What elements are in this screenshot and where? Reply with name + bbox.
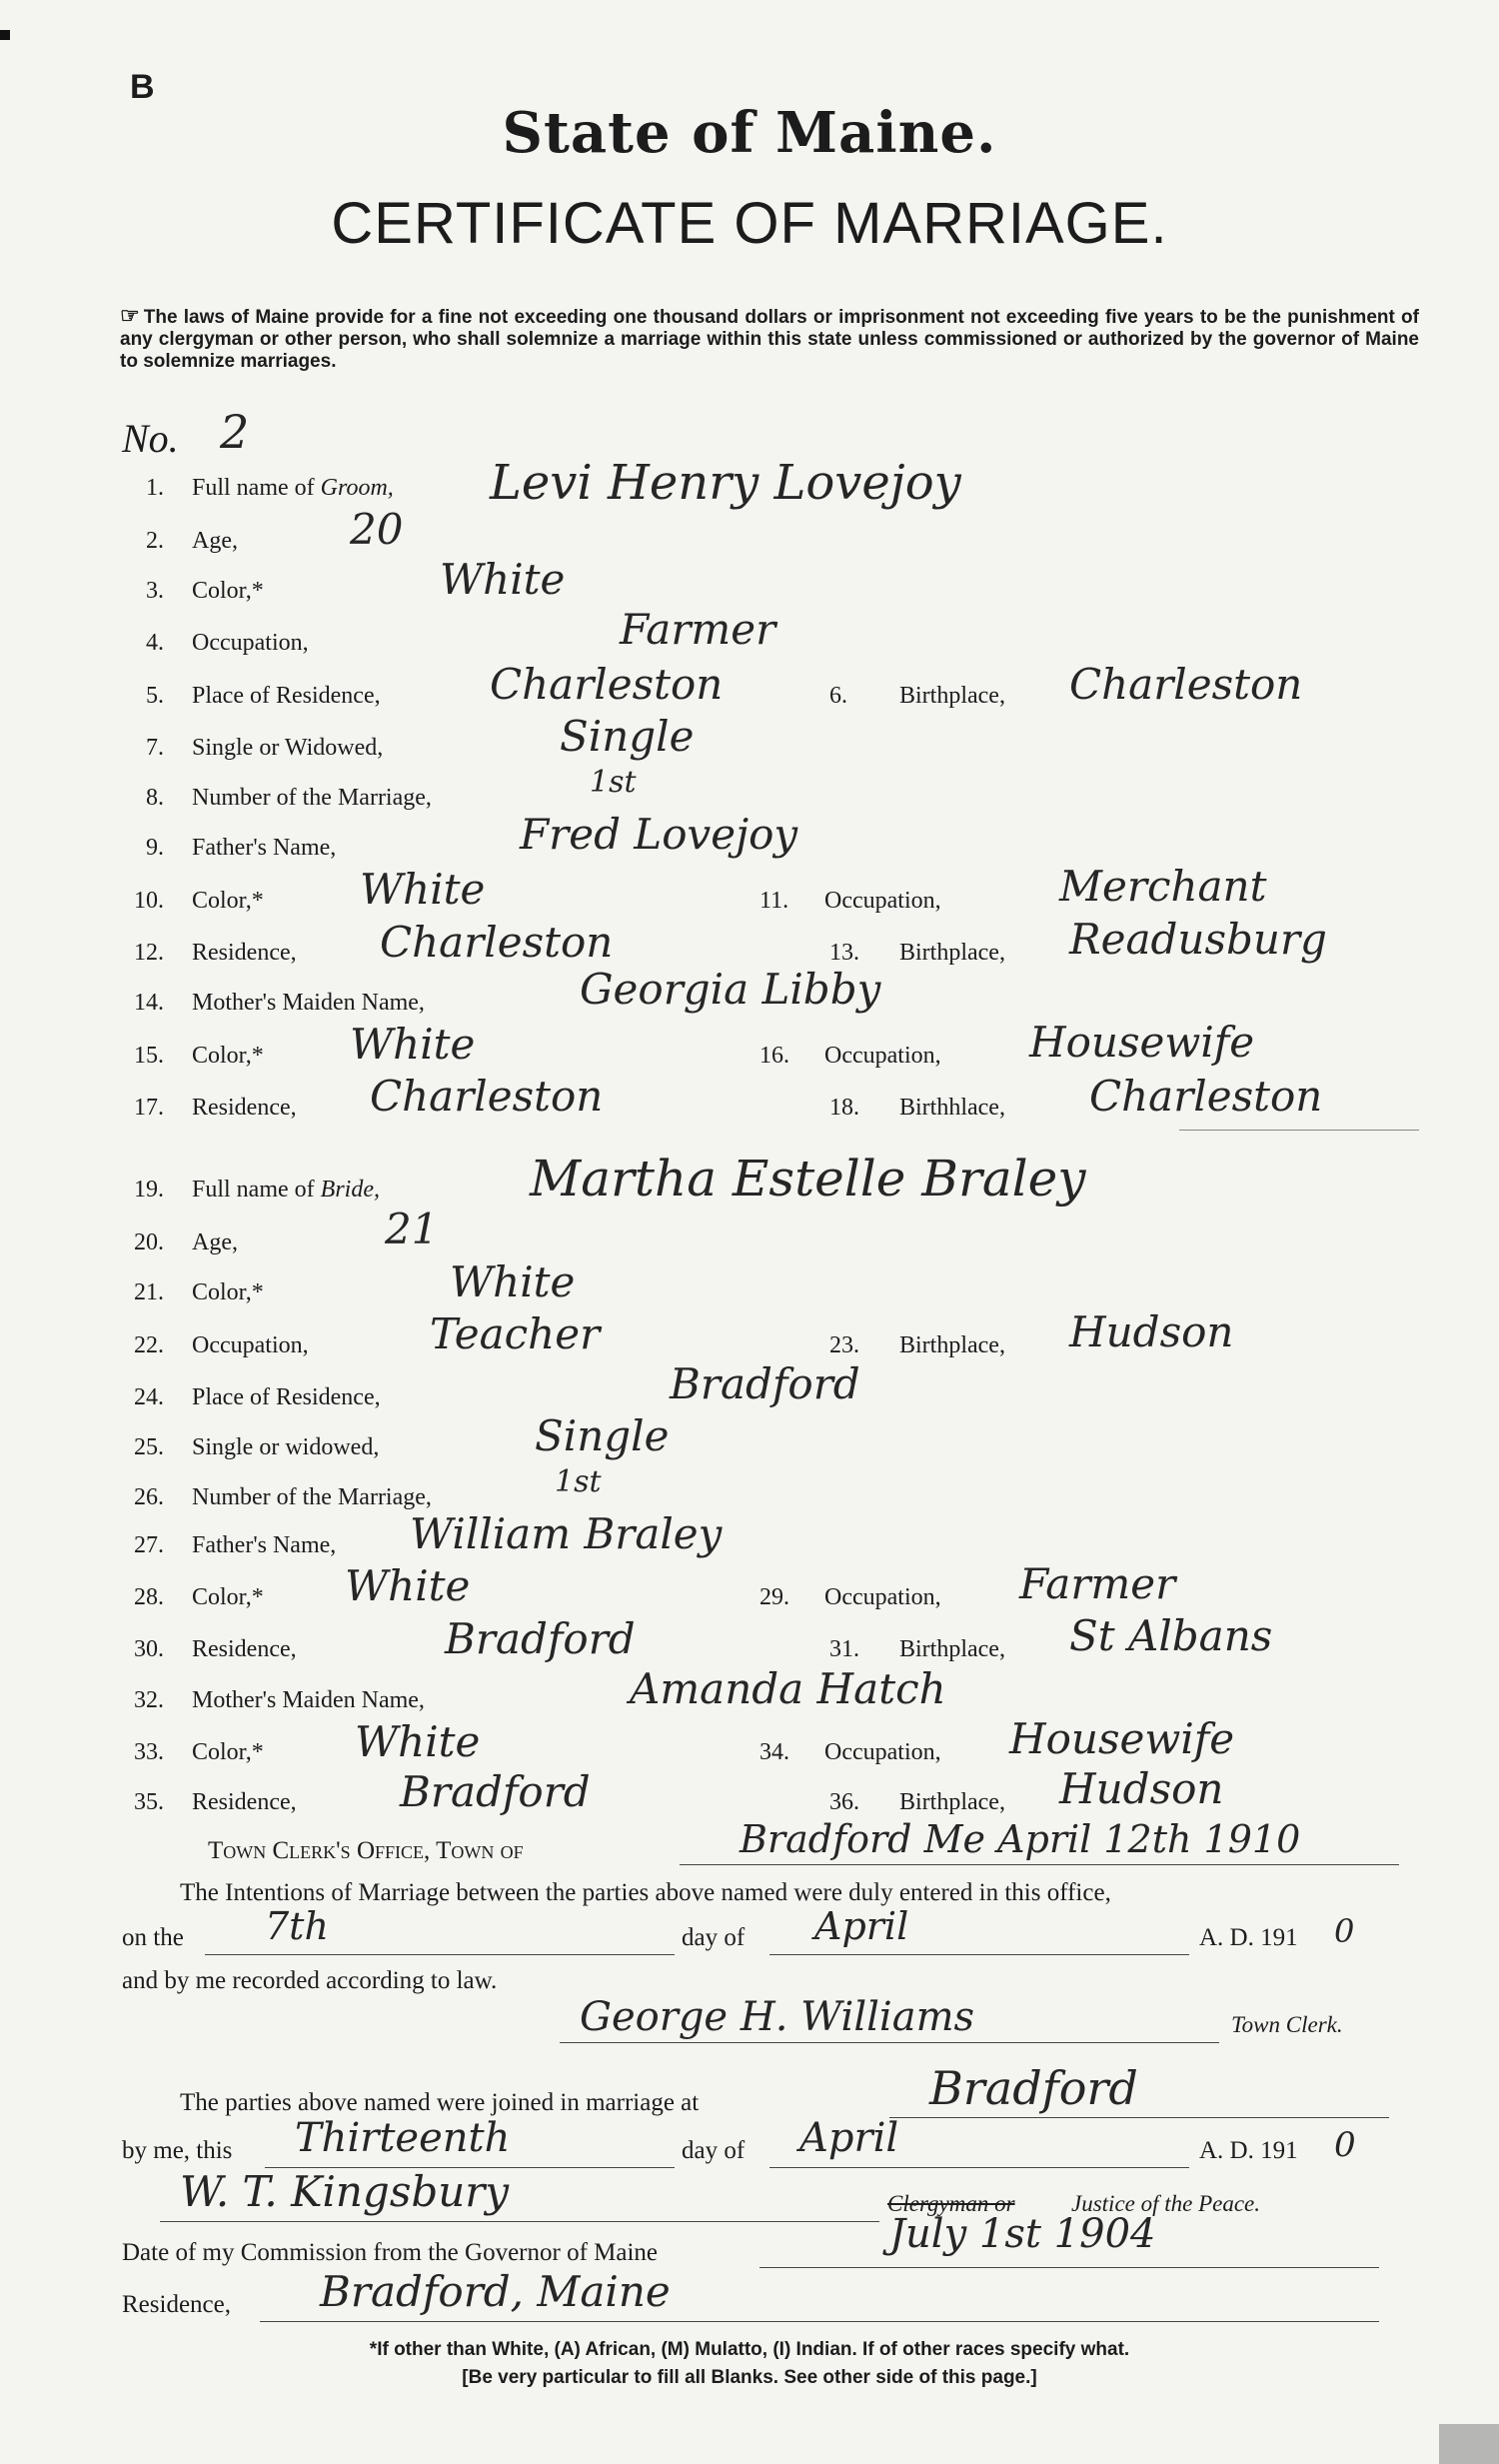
line-number: 28. [134, 1584, 164, 1610]
ad-label: A. D. 191 [1199, 1924, 1298, 1951]
bride-age-label: Age, [192, 1230, 238, 1255]
line-number: 16. [759, 1043, 789, 1069]
signature-line [560, 2042, 1219, 2043]
groom-full-name: Levi Henry Lovejoy [490, 455, 961, 511]
full-name-of-text: Full name of [192, 475, 315, 501]
town-clerk-office-label: Town Clerk's Office, Town of [208, 1837, 524, 1864]
groom-mother-birthplace: Charleston [1089, 1072, 1323, 1121]
on-the-label: on the [122, 1924, 184, 1951]
bride-occupation: Teacher [430, 1309, 601, 1358]
line-number: 10. [134, 888, 164, 914]
state-title: State of Maine. [502, 100, 997, 166]
line-number: 21. [134, 1279, 164, 1305]
officiant-residence: Bradford, Maine [320, 2267, 671, 2316]
underline [759, 2267, 1379, 2268]
bride-father-name-label: Father's Name, [192, 1532, 337, 1558]
bride-father-birthplace-label: Birthplace, [899, 1636, 1005, 1662]
bride-birthplace: Hudson [1069, 1307, 1234, 1356]
bride-mother-birthplace: Hudson [1059, 1764, 1224, 1813]
underline [680, 1864, 1399, 1865]
line-number: 12. [134, 940, 164, 966]
bride-father-residence-label: Residence, [192, 1636, 297, 1662]
bride-mother-color-label: Color,* [192, 1739, 264, 1765]
groom-father-name-label: Father's Name, [192, 835, 337, 861]
form-letter: B [130, 68, 155, 106]
bride-mother-occupation-label: Occupation, [824, 1739, 941, 1765]
scan-edge [1439, 2424, 1499, 2464]
line-number: 19. [134, 1177, 164, 1203]
groom-father-occupation-label: Occupation, [824, 888, 941, 914]
line-number: 29. [759, 1584, 789, 1610]
bride-word: Bride, [320, 1177, 380, 1203]
line-number: 24. [134, 1384, 164, 1410]
groom-mother-name: Georgia Libby [580, 965, 881, 1014]
groom-single-widowed-label: Single or Widowed, [192, 735, 384, 761]
bride-mother-occupation: Housewife [1009, 1714, 1235, 1763]
bride-single-widowed: Single [535, 1411, 670, 1460]
groom-color-label: Color,* [192, 578, 264, 604]
bride-father-color-label: Color,* [192, 1584, 264, 1610]
line-number: 6. [829, 683, 847, 709]
groom-color: White [440, 555, 566, 604]
groom-father-name: Fred Lovejoy [520, 810, 798, 859]
bride-mother-residence: Bradford [400, 1767, 591, 1816]
officiant-residence-label: Residence, [122, 2291, 231, 2318]
bride-age: 21 [385, 1205, 439, 1253]
signature-line [160, 2221, 879, 2222]
bleed-through-line [1179, 1130, 1419, 1131]
line-number: 7. [146, 735, 164, 761]
ad-label: A. D. 191 [1199, 2137, 1298, 2164]
groom-residence: Charleston [490, 660, 724, 709]
line-number: 17. [134, 1095, 164, 1121]
pointing-hand-icon: ☞ [120, 303, 140, 328]
clergyman-struck-text: Clergyman or [887, 2191, 1015, 2216]
marriage-day: Thirteenth [295, 2115, 511, 2161]
line-number: 13. [829, 940, 859, 966]
bride-mother-name: Amanda Hatch [630, 1664, 946, 1713]
groom-father-color: White [360, 865, 486, 914]
recorded-text: and by me recorded according to law. [122, 1967, 498, 1994]
line-number: 34. [759, 1739, 789, 1765]
line-number: 14. [134, 990, 164, 1016]
races-footnote: *If other than White, (A) African, (M) Mulatto, (I) Indian. If of other races specify what. [369, 2339, 1130, 2360]
line-number: 27. [134, 1532, 164, 1558]
line-number: 26. [134, 1484, 164, 1510]
legal-notice-text: The laws of Maine provide for a fine not exceeding one thousand dollars or imprisonment not exceeding five years to be the punishment of any clergyman or other person, who shall solemnize a marriage within this state unless commissioned or authorized by the governor of Maine to solemnize marriages. [120, 307, 1419, 372]
full-name-of-text: Full name of [192, 1177, 315, 1203]
groom-mother-occupation: Housewife [1029, 1018, 1255, 1067]
bride-residence-label: Place of Residence, [192, 1384, 381, 1410]
groom-marriage-number: 1st [590, 765, 637, 800]
marriage-month: April [799, 2115, 899, 2161]
bride-mother-birthplace-label: Birthplace, [899, 1789, 1005, 1815]
town-clerk-title: Town Clerk. [1231, 2012, 1343, 2037]
bride-father-occupation: Farmer [1019, 1559, 1176, 1608]
line-number: 18. [829, 1095, 859, 1121]
groom-father-residence: Charleston [380, 918, 614, 967]
bride-mother-residence-label: Residence, [192, 1789, 297, 1815]
line-number: 3. [146, 578, 164, 604]
groom-birthplace-label: Birthplace, [899, 683, 1005, 709]
underline [205, 1954, 675, 1955]
bride-birthplace-label: Birthplace, [899, 1332, 1005, 1358]
day-of-label: day of [682, 2137, 746, 2164]
justice-of-peace-title: Justice of the Peace. [1071, 2191, 1261, 2216]
groom-age: 20 [350, 505, 404, 554]
bride-occupation-label: Occupation, [192, 1332, 309, 1358]
intentions-day: 7th [265, 1904, 329, 1948]
line-number: 1. [146, 475, 164, 501]
line-number: 36. [829, 1789, 859, 1815]
by-me-label: by me, this [122, 2137, 233, 2164]
bride-mother-color: White [355, 1717, 481, 1766]
groom-mother-color-label: Color,* [192, 1043, 264, 1069]
underline [769, 1954, 1189, 1955]
groom-mother-residence: Charleston [370, 1072, 604, 1121]
underline [889, 2117, 1389, 2118]
groom-mother-residence-label: Residence, [192, 1095, 297, 1121]
line-number: 15. [134, 1043, 164, 1069]
line-number: 25. [134, 1434, 164, 1460]
bride-father-birthplace: St Albans [1069, 1611, 1273, 1660]
bride-full-name-label [192, 1177, 380, 1204]
bride-father-color: White [345, 1561, 471, 1610]
line-number: 11. [759, 888, 789, 914]
bride-full-name: Martha Estelle Braley [530, 1150, 1086, 1208]
line-number: 32. [134, 1687, 164, 1713]
commission-label: Date of my Commission from the Governor of Maine [122, 2239, 659, 2266]
blanks-footnote: [Be very particular to fill all Blanks. See other side of this page.] [462, 2367, 1037, 2388]
groom-full-name-label [192, 475, 394, 502]
line-number: 5. [146, 683, 164, 709]
groom-mother-birthplace-label: Birthhlace, [899, 1095, 1005, 1121]
groom-mother-occupation-label: Occupation, [824, 1043, 941, 1069]
groom-father-occupation: Merchant [1059, 862, 1267, 911]
groom-father-birthplace: Readusburg [1069, 915, 1327, 964]
commission-date: July 1st 1904 [889, 2211, 1156, 2257]
intentions-text: The Intentions of Marriage between the parties above named were duly entered in this office, [180, 1879, 1111, 1906]
bride-residence: Bradford [670, 1359, 860, 1408]
intentions-year-digit: 0 [1334, 1912, 1355, 1950]
underline [260, 2321, 1379, 2322]
groom-father-color-label: Color,* [192, 888, 264, 914]
line-number: 22. [134, 1332, 164, 1358]
underline [769, 2167, 1189, 2168]
line-number: 9. [146, 835, 164, 861]
officiant-signature: W. T. Kingsbury [180, 2167, 510, 2216]
line-number: 23. [829, 1332, 859, 1358]
bride-mother-name-label: Mother's Maiden Name, [192, 1687, 425, 1713]
certificate-number-label: No. [122, 416, 179, 461]
line-number: 31. [829, 1636, 859, 1662]
groom-residence-label: Place of Residence, [192, 683, 381, 709]
bride-father-name: William Braley [410, 1509, 723, 1558]
intentions-month: April [814, 1904, 909, 1948]
joined-text: The parties above named were joined in marriage at [180, 2089, 700, 2116]
line-number: 35. [134, 1789, 164, 1815]
bride-father-occupation-label: Occupation, [824, 1584, 941, 1610]
groom-mother-color: White [350, 1020, 476, 1069]
line-number: 30. [134, 1636, 164, 1662]
groom-occupation-label: Occupation, [192, 630, 309, 656]
day-of-label: day of [682, 1924, 746, 1951]
groom-age-label: Age, [192, 528, 238, 554]
groom-marriage-number-label: Number of the Marriage, [192, 785, 432, 811]
bride-marriage-number: 1st [555, 1464, 602, 1499]
marriage-place: Bradford [929, 2061, 1138, 2115]
bride-color-label: Color,* [192, 1279, 264, 1305]
groom-father-birthplace-label: Birthplace, [899, 940, 1005, 966]
groom-birthplace: Charleston [1069, 660, 1303, 709]
legal-notice [120, 305, 1419, 373]
line-number: 20. [134, 1230, 164, 1255]
certificate-title: CERTIFICATE OF MARRIAGE. [331, 191, 1168, 256]
bride-father-residence: Bradford [445, 1614, 636, 1663]
line-number: 2. [146, 528, 164, 554]
groom-single-widowed: Single [560, 712, 695, 761]
groom-father-residence-label: Residence, [192, 940, 297, 966]
bride-marriage-number-label: Number of the Marriage, [192, 1484, 432, 1510]
town-clerk-signature: George H. Williams [580, 1994, 975, 2040]
line-number: 4. [146, 630, 164, 656]
line-number: 8. [146, 785, 164, 811]
groom-word: Groom, [320, 475, 394, 501]
bride-single-widowed-label: Single or widowed, [192, 1434, 380, 1460]
line-number: 33. [134, 1739, 164, 1765]
certificate-number-value: 2 [220, 405, 250, 459]
town-clerk-office-value: Bradford Me April 12th 1910 [740, 1817, 1301, 1861]
corner-mark [0, 30, 10, 40]
groom-mother-name-label: Mother's Maiden Name, [192, 990, 425, 1016]
groom-occupation: Farmer [620, 605, 776, 654]
bride-color: White [450, 1257, 576, 1306]
marriage-year-digit: 0 [1334, 2125, 1356, 2165]
